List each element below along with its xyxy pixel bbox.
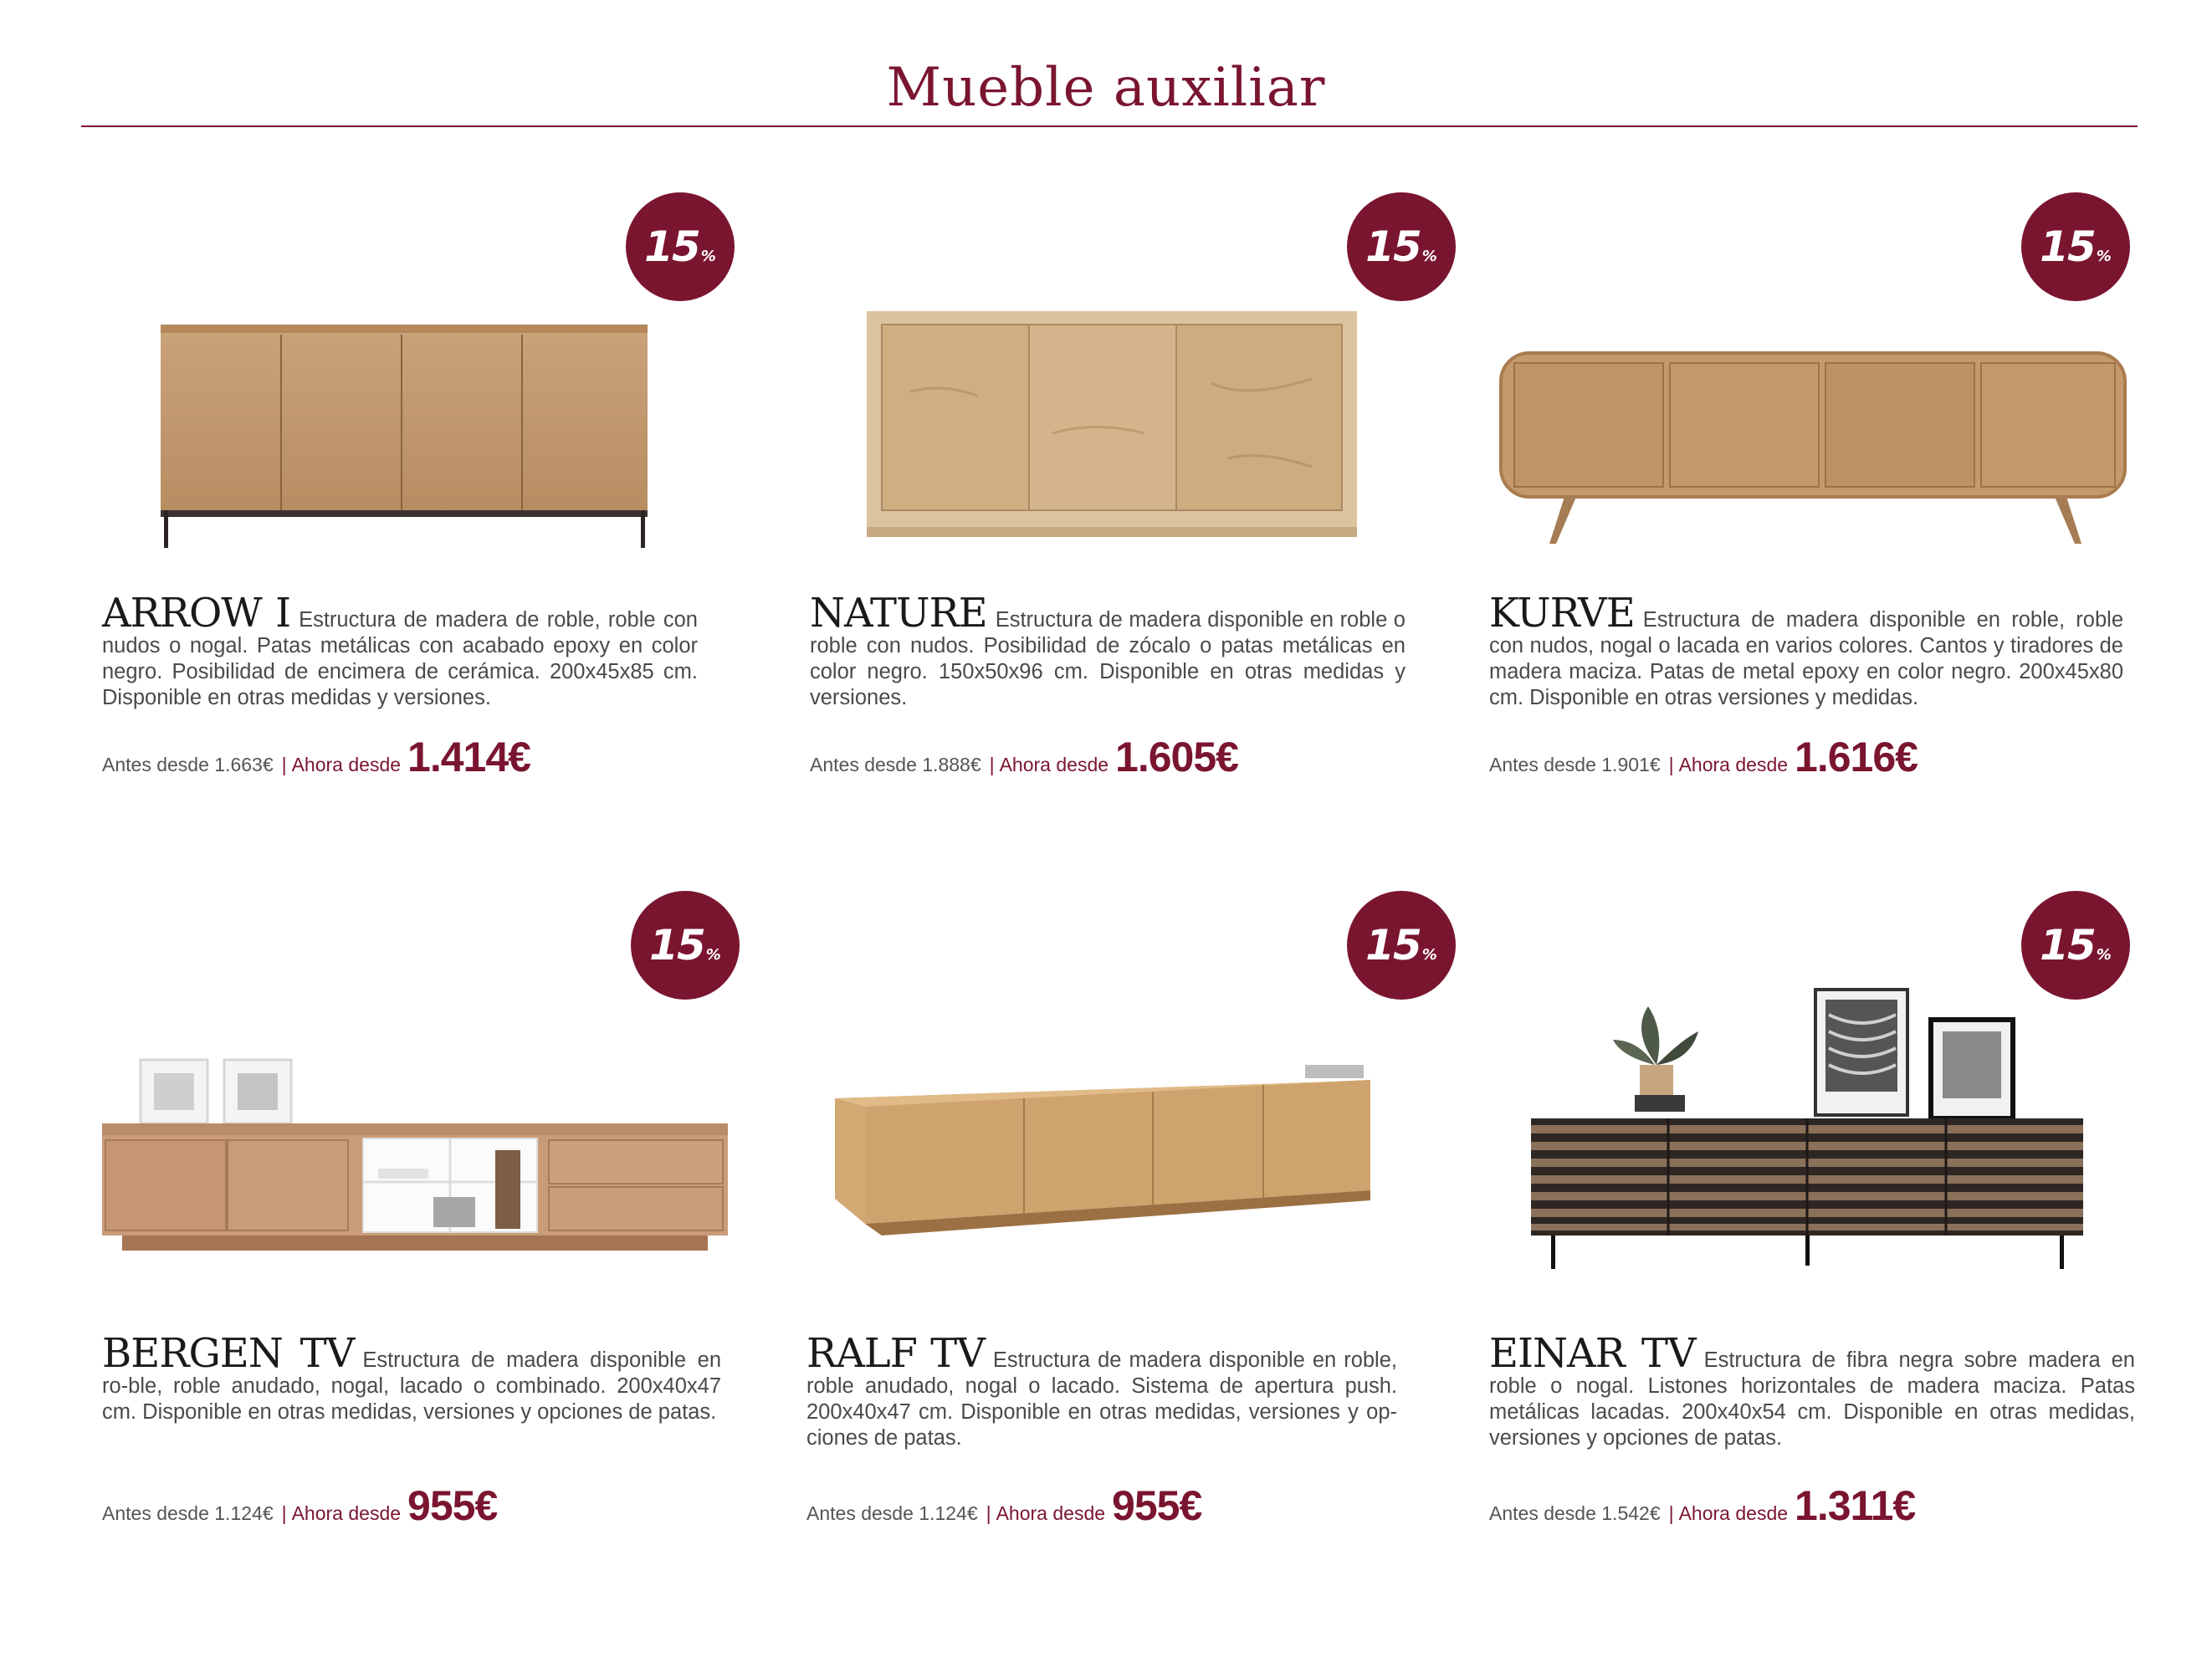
product-name: NATURE bbox=[810, 590, 987, 637]
product-description: BERGEN TV Estructura de madera disponible en ro-ble, roble anudado, nogal, lacado o combinado. 200x40x47 cm. Disponible en otras medidas, versiones y opciones de patas. bbox=[102, 1330, 721, 1424]
kurve-sideboard-image bbox=[1498, 350, 2133, 550]
nature-sideboard-image bbox=[860, 308, 1362, 542]
price-line: Antes desde 1.542€ | Ahora desde 1.311€ bbox=[1489, 1482, 1916, 1529]
product-card-nature[interactable] bbox=[810, 191, 1446, 826]
product-name: ARROW I bbox=[102, 590, 291, 637]
price-line: Antes desde 1.124€ | Ahora desde 955€ bbox=[806, 1482, 1202, 1529]
product-card-ralf-tv[interactable] bbox=[806, 889, 1442, 1529]
discount-badge: 15 % bbox=[2021, 891, 2130, 1000]
discount-badge: 15 % bbox=[1347, 891, 1456, 1000]
price-line: Antes desde 1.124€ | Ahora desde 955€ bbox=[102, 1482, 498, 1529]
price-line: Antes desde 1.888€ | Ahora desde 1.605€ bbox=[810, 734, 1238, 780]
price-line: Antes desde 1.901€ | Ahora desde 1.616€ bbox=[1489, 734, 1918, 780]
price-now-label: Ahora desde bbox=[291, 754, 402, 775]
price-now-label: Ahora desde bbox=[291, 1502, 402, 1524]
product-description: KURVE Estructura de madera disponible en roble, roble con nudos, nogal o lacada en varios colores. Cantos y tiradores de madera maciza. Patas de metal epoxy en color negro. 200x45x80 cm. Disponible en otras versiones y medidas. bbox=[1489, 590, 2123, 709]
product-description: ARROW I Estructura de madera de roble, roble con nudos o nogal. Patas metálicas con acabado epoxy en color negro. Posibilidad de encimera de cerámica. 200x45x85 cm. Disponible en otras medidas y versiones. bbox=[102, 590, 698, 709]
product-description: NATURE Estructura de madera disponible en roble o roble con nudos. Posibilidad de zócalo o patas metálicas en color negro. 150x50x96 cm. Disponible en otras medidas y versiones. bbox=[810, 590, 1406, 709]
product-name: RALF TV bbox=[806, 1330, 985, 1377]
price-before: Antes desde 1.901€ bbox=[1489, 754, 1661, 775]
product-card-einar-tv[interactable] bbox=[1489, 889, 2135, 1529]
price-now: 955€ bbox=[407, 1482, 498, 1529]
product-card-arrow[interactable] bbox=[102, 191, 738, 826]
price-now: 955€ bbox=[1112, 1482, 1202, 1529]
einar-tv-unit-image bbox=[1531, 981, 2083, 1282]
arrow-sideboard-image bbox=[152, 316, 654, 550]
price-line: Antes desde 1.663€ | Ahora desde 1.414€ bbox=[102, 734, 530, 780]
price-now: 1.605€ bbox=[1115, 734, 1238, 780]
discount-badge: 15 % bbox=[631, 891, 740, 1000]
price-now-label: Ahora desde bbox=[996, 1502, 1106, 1524]
product-name: KURVE bbox=[1489, 590, 1635, 637]
bergen-tv-unit-image bbox=[102, 1056, 730, 1266]
price-now-label: Ahora desde bbox=[999, 754, 1109, 775]
price-now: 1.311€ bbox=[1795, 1482, 1916, 1529]
ralf-tv-unit-image bbox=[832, 1056, 1384, 1266]
price-before: Antes desde 1.124€ bbox=[102, 1502, 274, 1524]
price-before: Antes desde 1.663€ bbox=[102, 754, 274, 775]
price-now: 1.616€ bbox=[1795, 734, 1918, 780]
price-now-label: Ahora desde bbox=[1678, 754, 1789, 775]
product-card-kurve[interactable] bbox=[1489, 191, 2125, 826]
discount-badge: 15 % bbox=[626, 192, 735, 301]
discount-badge: 15 % bbox=[1347, 192, 1456, 301]
price-before: Antes desde 1.888€ bbox=[810, 754, 981, 775]
discount-badge: 15 % bbox=[2021, 192, 2130, 301]
product-description: RALF TV Estructura de madera disponible en roble, roble anudado, nogal o lacado. Sistema de apertura push. 200x40x47 cm. Disponible en otras medidas, versiones y op-ciones de patas. bbox=[806, 1330, 1397, 1450]
page-title: Mueble auxiliar bbox=[886, 57, 1326, 119]
price-before: Antes desde 1.542€ bbox=[1489, 1502, 1661, 1524]
price-now: 1.414€ bbox=[407, 734, 530, 780]
title-divider bbox=[81, 125, 2138, 127]
product-card-bergen-tv[interactable] bbox=[102, 889, 738, 1529]
price-now-label: Ahora desde bbox=[1678, 1502, 1789, 1524]
product-name: BERGEN TV bbox=[102, 1330, 355, 1377]
product-name: EINAR TV bbox=[1489, 1330, 1696, 1377]
price-before: Antes desde 1.124€ bbox=[806, 1502, 978, 1524]
product-description: EINAR TV Estructura de fibra negra sobre madera en roble o nogal. Listones horizontales de madera maciza. Patas metálicas lacadas. 200x40x54 cm. Disponible en otras medidas, versiones y opciones de patas. bbox=[1489, 1330, 2135, 1450]
